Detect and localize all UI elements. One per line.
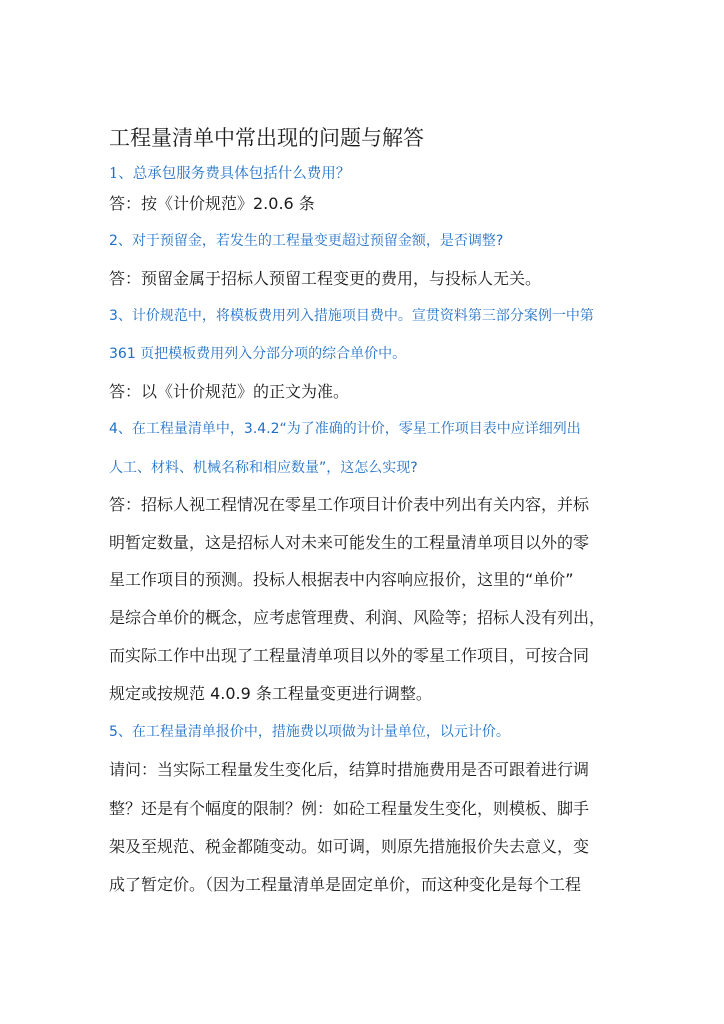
answer-line: 成了暂定价。（因为工程量清单是固定单价，而这种变化是每个工程 [109,875,582,894]
question-line: 人工、材料、机械名称和相应数量”，这怎么实现? [109,460,418,476]
question-line: 5、在工程量清单报价中，措施费以项做为计量单位，以元计价。 [109,724,510,740]
answer-line: 答：按《计价规范》2.0.6 条 [109,194,315,213]
answer-line: 整？还是有个幅度的限制？例：如砼工程量发生变化，则模板、脚手 [109,799,590,818]
question-line: 2、对于预留金，若发生的工程量变更超过预留金额，是否调整? [109,233,504,249]
answer-line: 而实际工作中出现了工程量清单项目以外的零星工作项目，可按合同 [109,646,590,665]
answer-line: 架及至规范、税金都随变动。如可调，则原先措施报价失去意义，变 [109,837,590,856]
question-line: 1、总承包服务费具体包括什么费用？ [109,166,351,182]
question-line: 361 页把模板费用列入分部分项的综合单价中。 [109,346,407,362]
answer-line: 答：预留金属于招标人预留工程变更的费用，与投标人无关。 [109,269,542,288]
question-line: 3、计价规范中，将模板费用列入措施项目费中。宣贯资料第三部分案例一中第 [109,308,594,324]
answer-line: 规定或按规范 4.0.9 条工程量变更进行调整。 [109,684,432,703]
answer-line: 答：招标人视工程情况在零星工作项目计价表中列出有关内容，并标 [109,495,590,514]
question-line: 4、在工程量清单中，3.4.2“为了准确的计价，零星工作项目表中应详细列出 [109,421,581,437]
document-title: 工程量清单中常出现的问题与解答 [109,126,424,150]
answer-line: 是综合单价的概念，应考虑管理费、利润、风险等；招标人没有列出， [109,608,606,627]
answer-line: 请问：当实际工程量发生变化后，结算时措施费用是否可跟着进行调 [109,760,590,779]
answer-line: 答：以《计价规范》的正文为准。 [109,382,350,401]
answer-line: 星工作项目的预测。投标人根据表中内容响应报价，这里的“单价” [109,570,574,589]
answer-line: 明暂定数量，这是招标人对未来可能发生的工程量清单项目以外的零 [109,533,590,552]
